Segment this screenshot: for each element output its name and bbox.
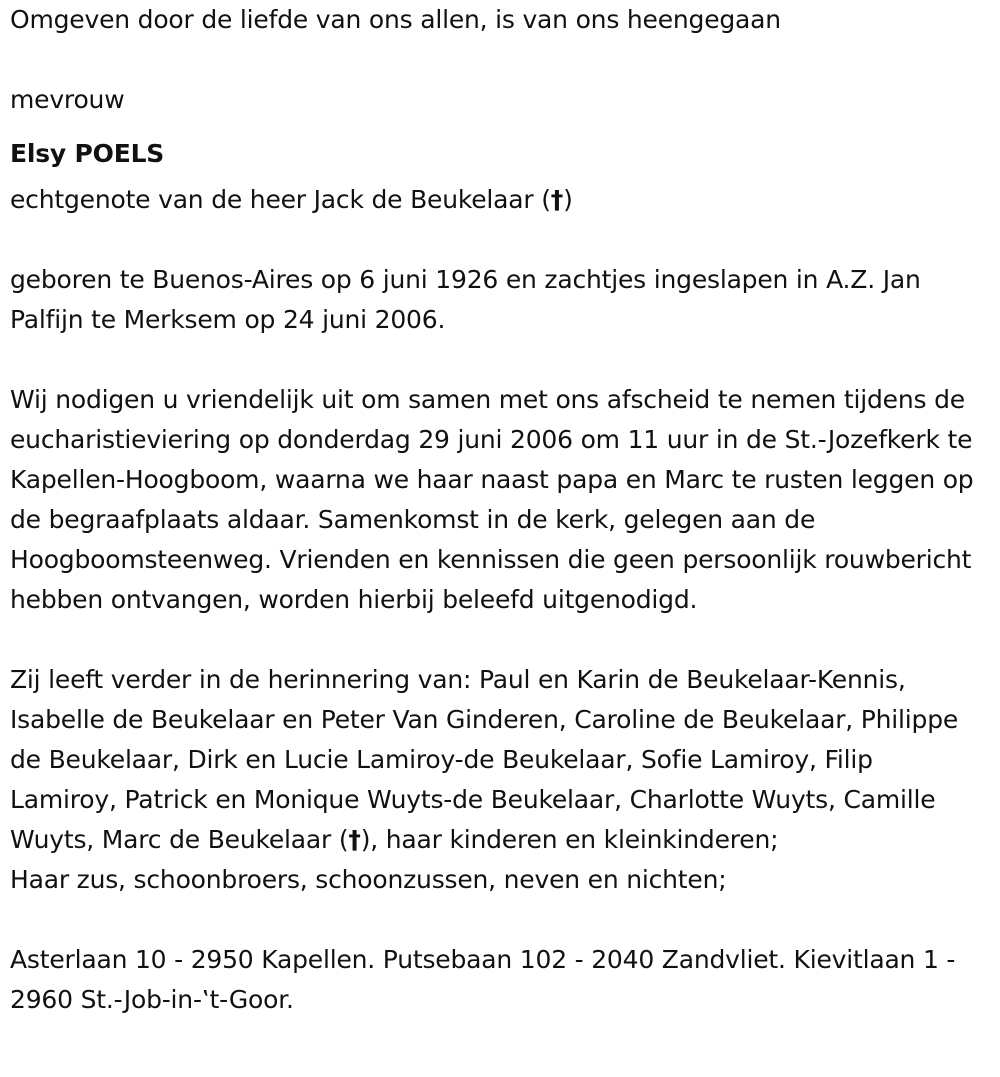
- intro-text: Omgeven door de liefde van ons allen, is van ons heengegaan: [10, 5, 781, 34]
- spacer: [10, 120, 985, 128]
- deceased-name: Elsy POELS: [10, 139, 165, 168]
- spacer: [10, 220, 985, 260]
- death-notice: [10, 0, 985, 1020]
- spacer: [10, 340, 985, 380]
- spouse-text: echtgenote van de heer Jack de Beukelaar (: [10, 185, 551, 214]
- family-text: Zij leeft verder in de herinnering van: Paul en Karin de Beukelaar-Kennis, Isabelle de Beukelaar en Peter Van Ginderen, Caroline de Beukelaar, Philippe de Beukelaar, Dirk en Lucie Lamiroy-de Beukelaar, Sofie Lamiroy, Filip Lamiroy, Patrick en Monique Wuyts-de Beukelaar, Charlotte Wuyts, Camille Wuyts, Marc de Beukelaar (: [10, 665, 959, 854]
- family-paragraph: [10, 660, 985, 860]
- cross-icon: †: [348, 825, 361, 854]
- spouse-line: [10, 180, 985, 220]
- relatives-line: Haar zus, schoonbroers, schoonzussen, neven en nichten;: [10, 865, 727, 894]
- deceased-title: mevrouw: [10, 85, 125, 114]
- spacer: [10, 620, 985, 660]
- birth-paragraph: geboren te Buenos-Aires op 6 juni 1926 en zachtjes ingeslapen in A.Z. Jan Palfijn te Merksem op 24 juni 2006.: [10, 265, 921, 334]
- ceremony-paragraph: Wij nodigen u vriendelijk uit om samen met ons afscheid te nemen tijdens de eucharistieviering op donderdag 29 juni 2006 om 11 uur in de St.-Jozefkerk te Kapellen-Hoogboom, waarna we haar naast papa en Marc te rusten leggen op de begraafplaats aldaar. Samenkomst in de kerk, gelegen aan de Hoogboomsteenweg. Vrienden en kennissen die geen persoonlijk rouwbericht hebben ontvangen, worden hierbij beleefd uitgenodigd.: [10, 385, 974, 614]
- family-text-end: ), haar kinderen en kleinkinderen;: [360, 825, 779, 854]
- spacer: [10, 40, 985, 80]
- spouse-text-end: ): [563, 185, 573, 214]
- cross-icon: †: [550, 185, 564, 214]
- spacer: [10, 900, 985, 940]
- addresses-paragraph: Asterlaan 10 - 2950 Kapellen. Putsebaan 102 - 2040 Zandvliet. Kievitlaan 1 - 2960 St.-Job-in-‛t-Goor.: [10, 945, 956, 1014]
